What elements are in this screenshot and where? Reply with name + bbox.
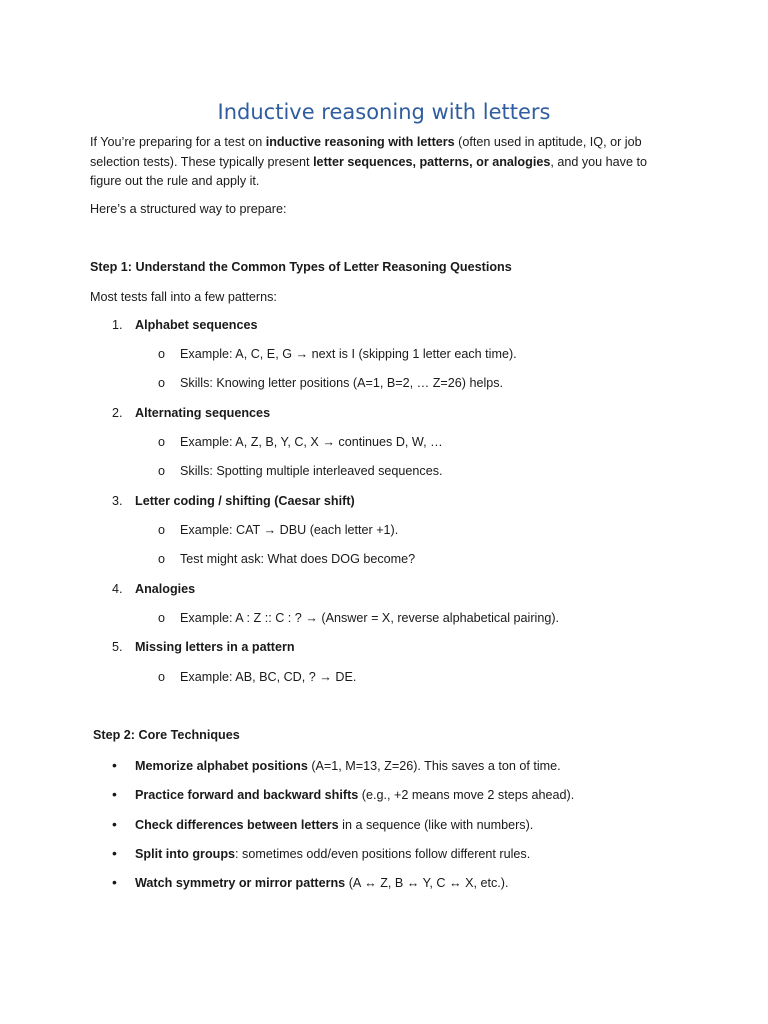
sub-item (158, 464, 443, 478)
sub-item (158, 523, 398, 537)
bullet-text: (A ↔ Z, B ↔ Y, C ↔ X, etc.). (345, 876, 509, 890)
bullet-item (112, 845, 530, 861)
sub-item (158, 670, 356, 684)
list-label: Alternating sequences (135, 406, 271, 420)
intro-bold-1: inductive reasoning with letters (265, 135, 455, 149)
intro-text-3: , and you have to figure out the rule and apply it. (90, 154, 647, 188)
sub-text: Skills: Knowing letter positions (A=1, B=2, … Z=26) helps. (180, 376, 504, 390)
sub-text: Example: AB, BC, CD, ? → DE. (180, 670, 357, 684)
list-number: 3. (112, 494, 123, 508)
bullet-bold: Memorize alphabet positions (135, 759, 308, 773)
list-number: 1. (112, 318, 123, 332)
intro-paragraph-2: Here’s a structured way to prepare: (90, 202, 287, 216)
list-label: Letter coding / shifting (Caesar shift) (135, 494, 355, 508)
bullet-item (112, 816, 533, 832)
step2-heading: Step 2: Core Techniques (93, 728, 240, 742)
list-label: Alphabet sequences (135, 318, 258, 332)
bullet-item (112, 874, 509, 890)
list-label: Analogies (135, 582, 196, 596)
document-title: Inductive reasoning with letters (217, 100, 551, 124)
bullet-bold: Split into groups (135, 847, 236, 861)
step1-lead: Most tests fall into a few patterns: (90, 290, 277, 304)
sub-marker: o (158, 435, 166, 449)
sub-text: Example: A, C, E, G → next is I (skipping 1 letter each time). (180, 347, 517, 361)
sub-marker: o (158, 347, 166, 361)
sub-marker: o (158, 670, 166, 684)
list-item-1 (112, 318, 257, 332)
step1-heading: Step 1: Understand the Common Types of Letter Reasoning Questions (90, 260, 512, 274)
bullet-marker: • (112, 816, 117, 832)
list-item-3 (112, 494, 355, 508)
bullet-text: (A=1, M=13, Z=26). This saves a ton of time. (307, 759, 561, 773)
bullet-text: in a sequence (like with numbers). (338, 818, 534, 832)
bullet-bold: Watch symmetry or mirror patterns (135, 876, 346, 890)
sub-item (158, 347, 517, 361)
sub-marker: o (158, 376, 166, 390)
sub-item (158, 435, 443, 449)
sub-text: Example: A, Z, B, Y, C, X → continues D, W, … (180, 435, 443, 449)
bullet-marker: • (112, 874, 117, 890)
sub-marker: o (158, 552, 166, 566)
intro-paragraph (90, 133, 680, 192)
list-number: 5. (112, 640, 123, 654)
sub-text: Example: CAT → DBU (each letter +1). (180, 523, 399, 537)
sub-marker: o (158, 523, 166, 537)
bullet-bold: Practice forward and backward shifts (135, 788, 359, 802)
sub-item (158, 376, 503, 390)
list-number: 2. (112, 406, 123, 420)
bullet-marker: • (112, 786, 117, 802)
list-item-5 (112, 640, 295, 654)
sub-text: Example: A : Z :: C : ? → (Answer = X, reverse alphabetical pairing). (180, 611, 560, 625)
intro-bold-2: letter sequences, patterns, or analogies (313, 154, 551, 169)
bullet-marker: • (112, 757, 117, 773)
list-label: Missing letters in a pattern (135, 640, 295, 654)
intro-text-2: (often used in aptitude, IQ, or job selection tests). These typically present (90, 135, 642, 169)
intro-text-1: If You’re preparing for a test on (90, 135, 266, 149)
sub-text: Skills: Spotting multiple interleaved sequences. (180, 464, 443, 478)
bullet-item (112, 786, 574, 802)
bullet-marker: • (112, 845, 117, 861)
bullet-text: : sometimes odd/even positions follow different rules. (235, 847, 531, 861)
list-number: 4. (112, 582, 123, 596)
list-item-2 (112, 406, 270, 420)
bullet-item (112, 757, 561, 773)
list-item-4 (112, 582, 195, 596)
sub-item (158, 552, 415, 566)
sub-text: Test might ask: What does DOG become? (180, 552, 416, 566)
sub-item (158, 611, 559, 625)
sub-marker: o (158, 611, 166, 625)
sub-marker: o (158, 464, 166, 478)
bullet-text: (e.g., +2 means move 2 steps ahead). (358, 788, 575, 802)
bullet-bold: Check differences between letters (135, 818, 339, 832)
